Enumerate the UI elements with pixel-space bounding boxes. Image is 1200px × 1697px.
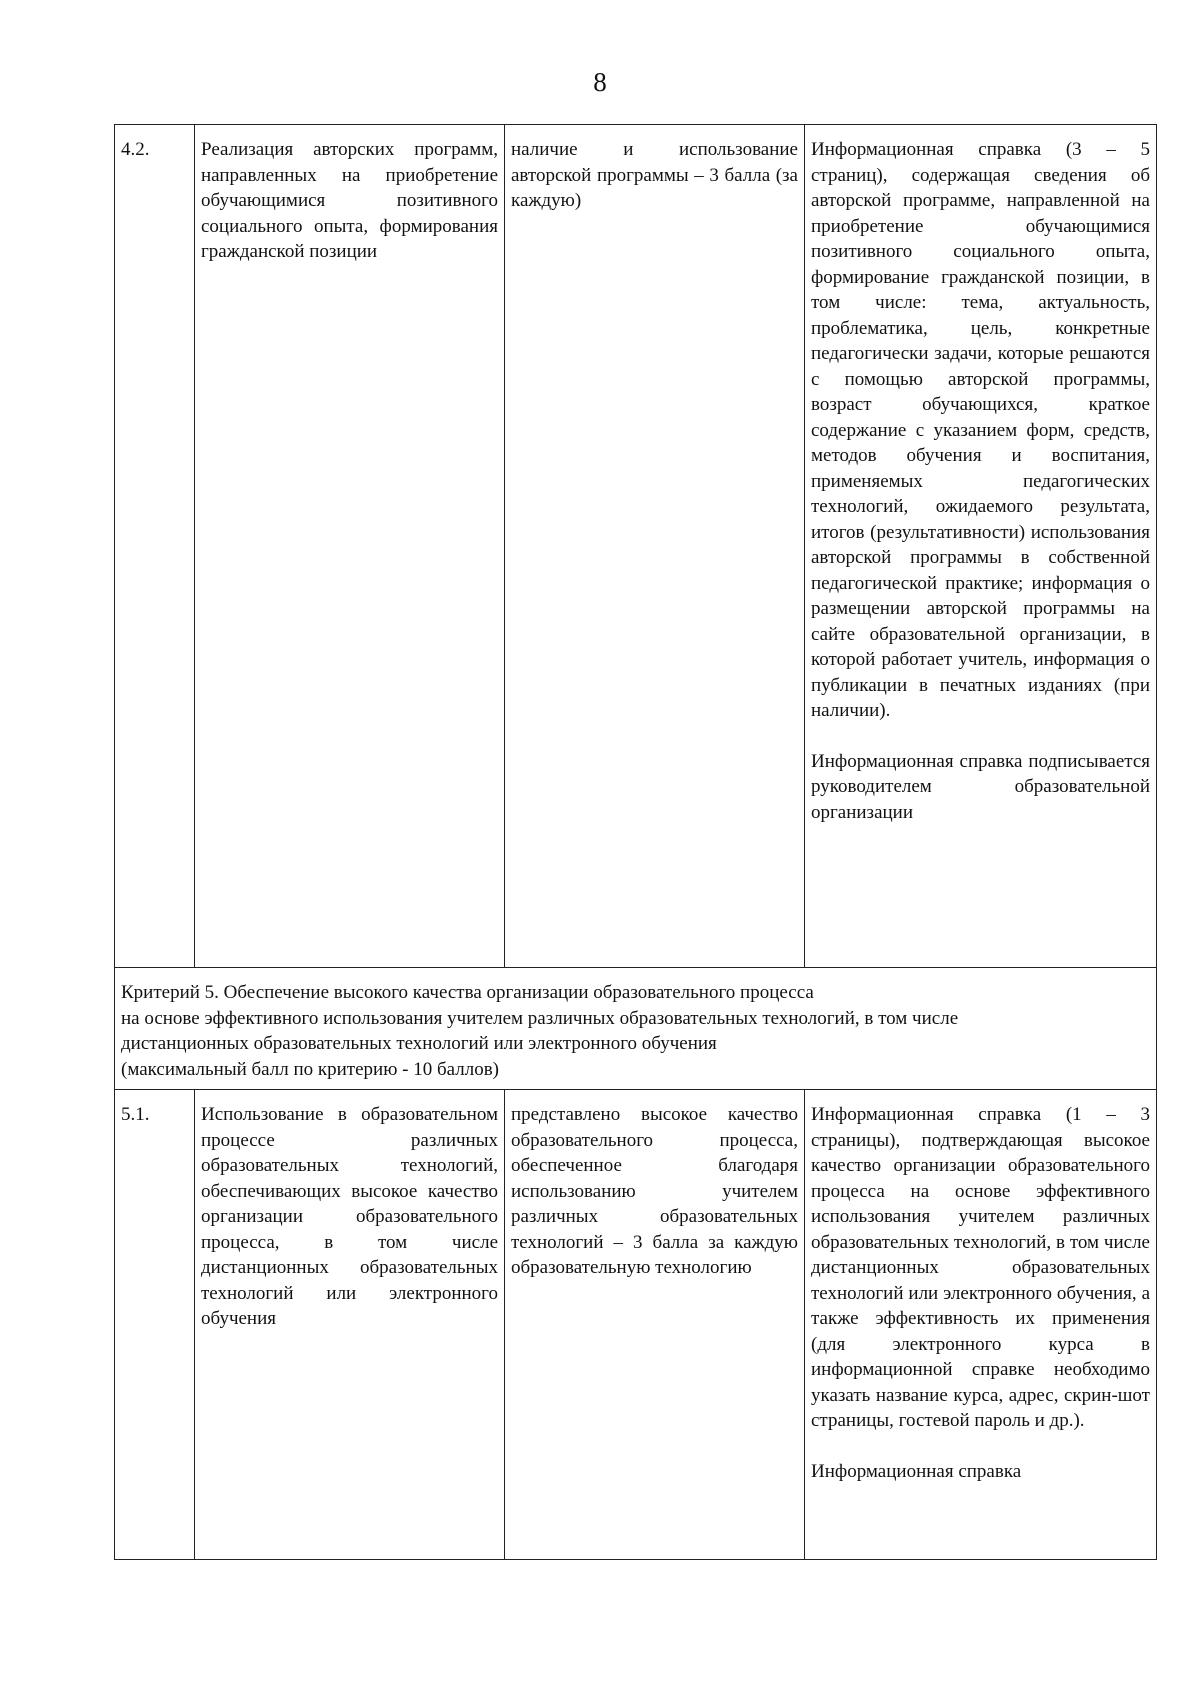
scoring-cell: наличие и использование авторской программы – 3 балла (за каждую) <box>505 125 805 968</box>
evidence-paragraph: Информационная справка (1 – 3 страницы), подтверждающая высокое качество организации образовательного процесса на основе эффективного использования учителем различных образовательных технологий, в том числе дистанционных образовательных технологий или электронного обучения, а также эффективность их применения (для электронного курса в информационной справке необходимо указать название курса, адрес, скрин-шот страницы, гостевой пароль и др.). <box>811 1104 1150 1431</box>
indicator-cell: Реализация авторских программ, направленных на приобретение обучающимися позитивного социального опыта, формирования гражданской позиции <box>195 125 505 968</box>
criteria-table <box>114 124 1157 1560</box>
evidence-paragraph: Информационная справка (3 – 5 страниц), содержащая сведения об авторской программе, направленной на приобретение обучающимися позитивного социального опыта, формирование гражданской позиции, в том числе: тема, актуальность, проблематика, цель, конкретные педагогически задачи, которые решаются с помощью авторской программы, возраст обучающихся, краткое содержание с указанием форм, средств, методов обучения и воспитания, применяемых педагогических технологий, ожидаемого результата, итогов (результативности) использования авторской программы в собственной педагогической практике; информация о размещении авторской программы на сайте образовательной организации, в которой работает учитель, информация о публикации в печатных изданиях (при наличии). <box>811 139 1150 721</box>
evidence-signature-note: Информационная справка подписывается руководителем образовательной организации <box>811 750 1150 823</box>
evidence-signature-note: Информационная справка <box>811 1460 1022 1482</box>
criterion-title-line: дистанционных образовательных технологий или электронного обучения <box>121 1033 717 1054</box>
evidence-cell <box>805 1090 1157 1560</box>
criterion-header <box>115 968 1157 1090</box>
table-row <box>115 1090 1157 1560</box>
indicator-cell: Использование в образовательном процессе различных образовательных технологий, обеспечивающих высокое качество организации образовательного процесса, в том числе дистанционных образовательных технологий или электронного обучения <box>195 1090 505 1560</box>
table-row <box>115 125 1157 968</box>
criterion-header-row <box>115 968 1157 1090</box>
criterion-title-line: на основе эффективного использования учителем различных образовательных технологий, в том числе <box>121 1007 959 1029</box>
page-number: 8 <box>593 67 607 97</box>
row-number: 4.2. <box>115 125 195 968</box>
scoring-cell: представлено высокое качество образовательного процесса, обеспеченное благодаря использованию учителем различных образовательных технологий – 3 балла за каждую образовательную технологию <box>505 1090 805 1560</box>
evidence-cell <box>805 125 1157 968</box>
criterion-max-score: (максимальный балл по критерию - 10 баллов) <box>121 1058 500 1080</box>
criterion-title-line: Критерий 5. Обеспечение высокого качества организации образовательного процесса <box>121 982 814 1003</box>
row-number: 5.1. <box>115 1090 195 1560</box>
